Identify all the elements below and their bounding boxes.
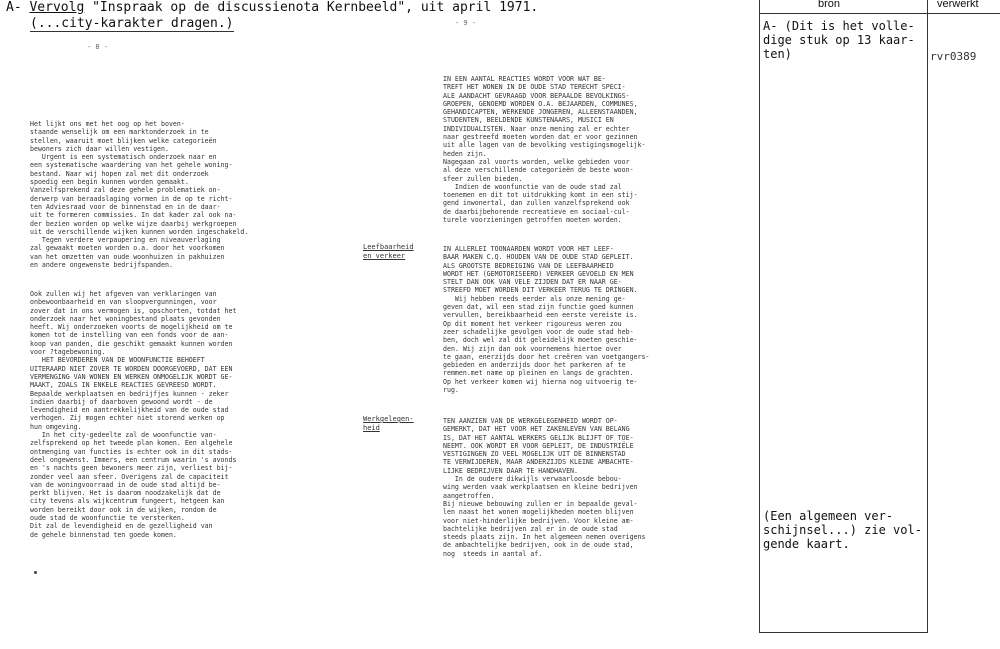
title-rest: "Inspraak op de discussienota Kernbeeld", uit april 1971.: [84, 0, 539, 15]
table-header-verwerkt: verwerkt: [937, 0, 979, 10]
table-bottom-rule: [759, 632, 928, 633]
right-column-block-1: IN EEN AANTAL REACTIES WORDT VOOR WAT BE- TREFT HET WONEN IN DE OUDE STAD TERECHT SPECI- ALE AANDACHT GEVRAAGD VOOR BEPAALDE BEVOLKINGS- GROEPEN, GENOEMD WORDEN O.A. BEJAARDEN, COMMUNES, GEHANDICAPTEN, WERKENDE JONGEREN, ALLEENSTAANDEN, STUDENTEN, BEELDENDE KUNSTENAARS, MUSICI EN INDIVIDUALISTEN. Naar onze mening zal er echter naar gestreefd moeten worden dat er voor gezinnen uit alle lagen van de bevolking vestigingsmogelijk- heden zijn. Nagegaan zal voorts worden, welke gebieden voor al deze verschillende categorieën de beste woon- sfeer zullen bieden. Indien de woonfunctie van de oude stad zal toenemen en dit tot uitdrukking komt in een stij- gend inwonertal, dan zullen vanzelfsprekend ook de daarbijbehorende recreatieve en sociaal-cul- turele voorzieningen getroffen moeten worden.: [443, 75, 646, 225]
right-column-block-3: TEN AANZIEN VAN DE WERKGELEGENHEID WORDT OP- GEMERKT, DAT HET VOOR HET ZAKENLEVEN VAN BELANG IS, DAT HET AANTAL WERKERS GELIJK BLIJFT OF TOE- NEEMT. OOK WORDT ER VOOR GEPLEIT, DE INDUSTRIËLE VESTIGINGEN ZO VEEL MOGELIJK UIT DE BINNENSTAD TE VERWIJDEREN, MAAR ANDERZIJDS KLEINE AMBACHTE- LIJKE BEDRIJVEN DAAR TE HANDHAVEN. In de oudere dikwijls verwaarloosde bebou- wing werden vaak werkplaatsen en kleine bedrijven aangetroffen. Bij nieuwe bebouwing zullen er in bepaalde geval- len naast het wonen mogelijkheden moeten blijven voor niet-hinderlijke bedrijven. Voor kleine am- bachtelijke bedrijven zal er in de oude stad steeds plaats zijn. In het algemeen nemen overigens de ambachtelijke bedrijven, ook in de oude stad, nog steeds in aantal af.: [443, 417, 646, 558]
page-number-left: - 8 -: [87, 43, 109, 51]
ink-dot: [34, 571, 37, 574]
table-column-divider: [927, 0, 928, 633]
title-vervolg: Vervolg: [29, 0, 85, 15]
table-header-rule: [759, 13, 1000, 14]
side-label-leefbaarheid: Leefbaarheid en verkeer: [363, 243, 414, 260]
side-label-werkgelegenheid: Werkgelegen- heid: [363, 415, 414, 432]
verwerkt-code: rvr0389: [930, 50, 977, 63]
left-column-block-1: Het lijkt ons met het oog op het boven- staande wenselijk om een marktonderzoek in te stellen, waaruit moet blijken welke categorieën bewoners zich daar willen vestigen. Urgent is een systematisch onderzoek naar en een systematische waardering van het gehele woning- bestand. Naar wij hopen zal met dit onderzoek spoedig een begin kunnen worden gemaakt. Vanzelfsprekend zal deze gehele problematiek on- derwerp van beraadslaging vormen in de op te richt- ten Adviesraad voor de binnenstad en in de daar- uit te formeren commissies. In dat kader zal ook na- der bezien worden op welke wijze daarbij werkgroepen uit de verschillende wijken kunnen worden ingeschakeld. Tegen verdere verpaupering en niveauverlaging zal gewaakt moeten worden o.a. door het voorkomen van het omzetten van oude woonhuizen in pakhuizen en andere ongewenste bedrijfspanden.: [30, 120, 249, 270]
page-number-right: - 9 -: [455, 19, 477, 27]
bron-note-top: A- (Dit is het volle- dige stuk op 13 kaar- ten): [763, 19, 915, 61]
table-left-border: [759, 0, 760, 633]
right-column-block-2: IN ALLERLEI TOONAARDEN WORDT VOOR HET LEEF- BAAR MAKEN C.Q. HOUDEN VAN DE OUDE STAD GEPLEIT. ALS GROOTSTE BEDREIGING VAN DE LEEFBAARHEID WORDT HET (GEMOTORISEERD) VERKEER GEVOELD EN MEN STELT DAN OOK VAN VELE ZIJDEN DAT ER NAAR GE- STREEFD MOET WORDEN DIT VERKEER TERUG TE DRINGEN. Wij hebben reeds eerder als onze mening ge- geven dat, wil een stad zijn functie goed kunnen vervullen, bereikbaarheid een eerste vereiste is. Op dit moment het verkeer rigoureus weren zou zeer schadelijke gevolgen voor de oude stad heb- ben, doch wel zal dit geleidelijk moeten geschie- den. Wij zijn dan ook voornemens hiertoe over te gaan, enerzijds door het creëren van voetgangers- gebieden en anderzijds door het parkeren af te remmen.met name op pleinen en langs de grachten. Op het verkeer komen wij hierna nog uitvoerig te- rug.: [443, 245, 650, 395]
left-column-block-2: Ook zullen wij het afgeven van verklaringen van onbewoonbaarheid en van sloopvergunningen, voor zover dat in ons vermogen is, opschorten, totdat het onderzoek naar het woningbestand plaats gevonden heeft. Wij onderzoeken voorts de mogelijkheid om te komen tot de instelling van een fonds voor de aan- koop van panden, die geschikt gemaakt kunnen worden voor ?tagebewoning. HET BEVORDEREN VAN DE WOONFUNCTIE BEHOEFT UITERAARD NIET ZOVER TE WORDEN DOORGEVOERD, DAT EEN VERMENGING VAN WONEN EN WERKEN ONMOGELIJK WORDT GE- MAAKT, ZOALS IN ENKELE REACTIES GEVREESD WORDT. Bepaalde werkplaatsen en bedrijfjes kunnen - zeker indien daarbij of daarboven gewoond wordt - de levendigheid en aantrekkelijkheid van de oude stad verhogen. Zij mogen echter niet storend werken op hun omgeving. In het city-gedeelte zal de woonfunctie van- zelfsprekend op het tweede plan komen. Een algehele ontmenging van functies is echter ook in dit stads- deel ongewenst. Immers, een centrum waarin 's avonds en 's nachts geen bewoners meer zijn, verliest bij- zonder veel aan sfeer. Overigens zal de capaciteit van de woningvoorraad in de oude stad altijd be- perkt blijven. Het is daarom noodzakelijk dat de city tevens als wijkcentrum fungeert, hetgeen kan worden bereikt door ook in de wijken, rondom de oude stad de woonfunctie te versterken. Dit zal de levendigheid en de gezelligheid van de gehele binnenstad ten goede komen.: [30, 290, 237, 539]
bron-note-bottom: (Een algemeen ver- schijnsel...) zie vol- gende kaart.: [763, 509, 922, 551]
document-title: [6, 0, 538, 15]
document-subtitle: [30, 16, 234, 31]
title-prefix: A-: [6, 0, 30, 15]
table-header-bron: bron: [818, 0, 841, 10]
subtitle-text: (...city-karakter dragen.): [30, 16, 234, 31]
